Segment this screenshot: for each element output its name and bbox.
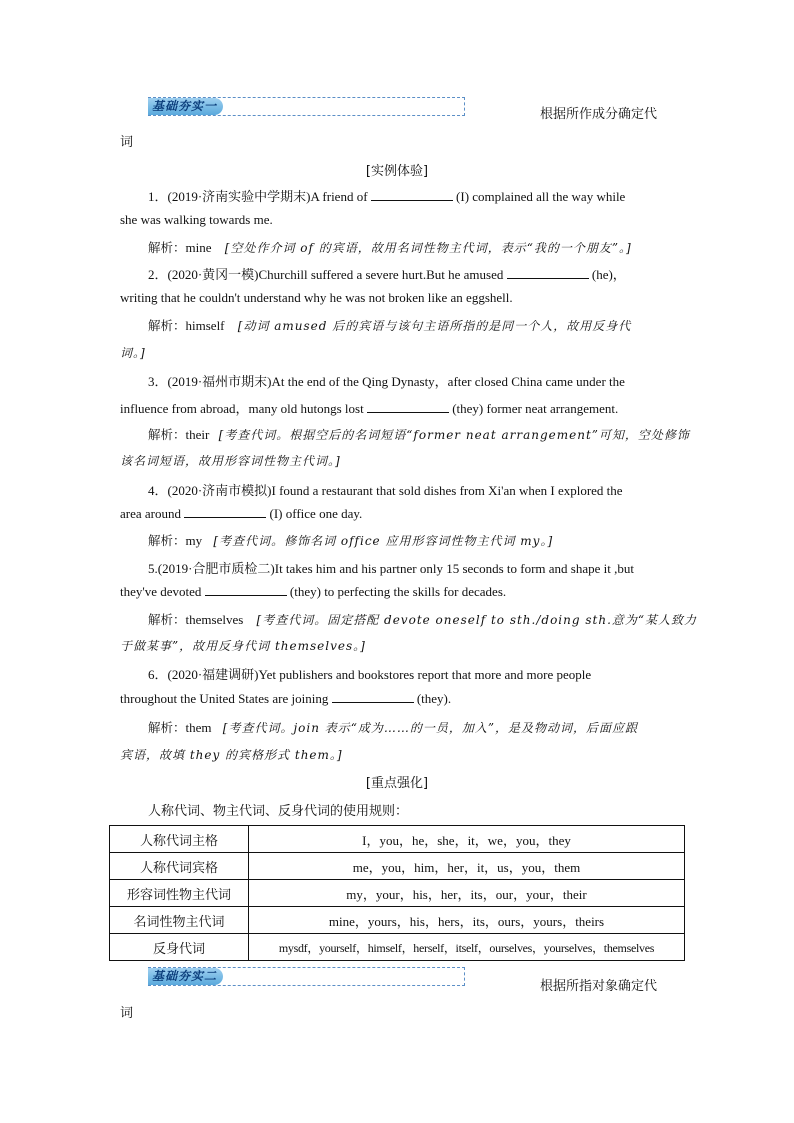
row-label: 名词性物主代词	[110, 907, 249, 934]
question-3-line1: 3．(2019·福州市期末)At the end of the Qing Dynasty，after closed China came under the	[148, 374, 625, 389]
table-row	[110, 934, 685, 961]
question-4-line2: area around (I) office one day.	[120, 506, 363, 521]
row-label: 人称代词主格	[110, 826, 249, 853]
emphasis-heading: [重点强化]	[365, 776, 429, 791]
answer-blank	[184, 506, 266, 518]
question-1-line1: 1．(2019·济南实验中学期末)A friend of (I) complained all the way while	[148, 189, 626, 204]
section-title-1: 根据所作成分确定代	[540, 107, 658, 122]
answer-blank	[205, 584, 287, 596]
answer-2-wrap: 词。]	[120, 346, 146, 360]
row-label: 人称代词宾格	[110, 853, 249, 880]
answer-blank	[367, 401, 449, 413]
section-banner-2	[148, 967, 465, 986]
answer-6-wrap: 宾语，故填 they 的宾格形式 them。]	[120, 748, 343, 762]
rules-table	[109, 825, 685, 961]
answer-5: 解析：themselves [考查代词。固定搭配 devote oneself to sth./doing sth.意为“某人致力	[148, 612, 698, 627]
answer-2: 解析：himself [动词 amused 后的宾语与该句主语所指的是同一个人，故用反身代	[148, 318, 632, 333]
section-tag-2: 基础夯实二	[148, 968, 223, 985]
answer-3: 解析：their [考查代词。根据空后的名词短语“former neat arrangement”可知，空处修饰	[148, 427, 690, 442]
examples-heading: [实例体验]	[365, 164, 429, 179]
row-value: mysdf，yourself，himself，herself，itself，ourselves，yourselves，themselves	[249, 934, 685, 961]
question-3-line2: influence from abroad，many old hutongs lost (they) former neat arrangement.	[120, 401, 619, 416]
section-tag-1: 基础夯实一	[148, 98, 223, 115]
question-6-line1: 6．(2020·福建调研)Yet publishers and bookstores report that more and more people	[148, 667, 592, 682]
question-5-line1: 5.(2019·合肥市质检二)It takes him and his partner only 15 seconds to form and shape it ,but	[148, 561, 634, 576]
rules-intro: 人称代词、物主代词、反身代词的使用规则：	[148, 804, 409, 819]
question-6-line2: throughout the United States are joining (they).	[120, 691, 452, 706]
answer-blank	[371, 189, 453, 201]
row-value: mine，yours，his，hers，its，ours，yours，theirs	[249, 907, 685, 934]
table-row	[110, 880, 685, 907]
section-title-2-wrap: 词	[120, 1006, 134, 1021]
answer-3-wrap: 该名词短语，故用形容词性物主代词。]	[120, 454, 341, 468]
answer-6: 解析：them [考查代词。join 表示“成为……的一员，加入”，是及物动词，后面应跟	[148, 720, 639, 735]
row-value: my，your，his，her，its，our，your，their	[249, 880, 685, 907]
answer-blank	[507, 267, 589, 279]
table-row	[110, 826, 685, 853]
section-title-2: 根据所指对象确定代	[540, 979, 658, 994]
answer-4: 解析：my [考查代词。修饰名词 office 应用形容词性物主代词 my。]	[148, 533, 554, 548]
question-2-line1: 2．(2020·黄冈一模)Churchill suffered a severe hurt.But he amused (he)，	[148, 267, 626, 282]
row-value: I，you，he，she，it，we，you，they	[249, 826, 685, 853]
table-row	[110, 853, 685, 880]
question-4-line1: 4．(2020·济南市模拟)I found a restaurant that sold dishes from Xi'an when I explored the	[148, 483, 623, 498]
answer-1: 解析：mine [空处作介词 of 的宾语，故用名词性物主代词，表示“我的一个朋友”。]	[148, 240, 632, 255]
row-value: me，you，him，her，it，us，you，them	[249, 853, 685, 880]
section-title-1-wrap: 词	[120, 135, 134, 150]
row-label: 形容词性物主代词	[110, 880, 249, 907]
answer-5-wrap: 于做某事”，故用反身代词 themselves。]	[120, 639, 366, 653]
question-5-line2: they've devoted (they) to perfecting the skills for decades.	[120, 584, 507, 599]
question-1-line2: she was walking towards me.	[120, 212, 273, 227]
question-2-line2: writing that he couldn't understand why he was not broken like an eggshell.	[120, 290, 513, 305]
answer-blank	[332, 691, 414, 703]
section-banner-1	[148, 97, 465, 116]
table-row	[110, 907, 685, 934]
row-label: 反身代词	[110, 934, 249, 961]
